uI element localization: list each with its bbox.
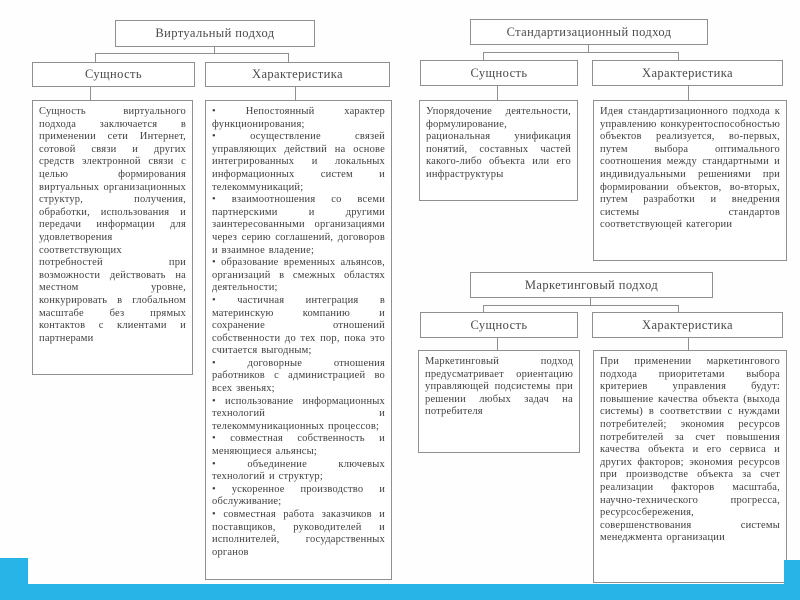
connector-line: [483, 305, 484, 312]
characteristic-bullet: • использование информационных технологий и телекоммуникационных процессов;: [212, 396, 385, 434]
marketing-essence-label-box: Сущность: [420, 312, 578, 338]
accent-bar-bottom: [0, 584, 800, 600]
connector-line: [688, 338, 689, 350]
characteristic-bullet: • взаимоотношения со всеми партнерскими и другими заинтересованными организациями через серию соглашений, договоров и взаимное владение;: [212, 194, 385, 257]
standardization-characteristic-text-box: Идея стандартизационного подхода к управлению конкурентоспособностью объектов реализуется, во-первых, путем выбора оптимального соотношения между стандартными и индивидуальными решениями при формировании объектов, во-вторых, путем разработки и внедрения системы стандартов соответствующей категории: [593, 100, 787, 261]
characteristic-bullet: • ускоренное производство и обслуживание;: [212, 484, 385, 509]
virtual-characteristic-label-box: Характеристика: [205, 62, 390, 87]
marketing-characteristic-label-box: Характеристика: [592, 312, 783, 338]
marketing-approach-title-box: Маркетинговый подход: [470, 272, 713, 298]
characteristic-bullet: • осуществление связей управляющих действий на основе интегрированных и локальных информационных систем и телекоммуникаций;: [212, 131, 385, 194]
virtual-essence-label-box: Сущность: [32, 62, 195, 87]
standardization-approach-title-box: Стандартизационный подход: [470, 19, 708, 45]
connector-line: [678, 305, 679, 312]
connector-line: [90, 87, 91, 100]
connector-line: [678, 52, 679, 60]
connector-line: [590, 298, 591, 305]
standardization-characteristic-label-box: Характеристика: [592, 60, 783, 86]
connector-line: [483, 52, 678, 53]
connector-line: [497, 338, 498, 350]
marketing-characteristic-text-box: При применении маркетингового подхода приоритетами выбора критериев управления будут: повышение качества объекта (выхода системы) в соответствии с нуждами потребителей; экономия ресурсов потребителей за счет повышения качества объекта и его сервиса и других факторов; экономия ресурсов при производстве объекта за счет реализации факторов масштаба, научно-технического прогресса, ресурсосбережения, совершенствования системы менеджмента организации: [593, 350, 787, 583]
characteristic-bullet: • образование временных альянсов, организаций в смежных областях деятельности;: [212, 257, 385, 295]
characteristic-bullet: • договорные отношения работников с администрацией во всех звеньях;: [212, 358, 385, 396]
connector-line: [483, 52, 484, 60]
marketing-essence-text-box: Маркетинговый подход предусматривает ориентацию управляющей подсистемы при решении любых задач на потребителя: [418, 350, 580, 453]
connector-line: [95, 53, 289, 54]
connector-line: [588, 45, 589, 52]
virtual-characteristic-list-box: [205, 100, 392, 580]
characteristic-bullet: • частичная интеграция в материнскую компанию и сохранение отношений собственности до тех пор, пока это считается выгодным;: [212, 295, 385, 358]
connector-line: [95, 53, 96, 62]
connector-line: [497, 86, 498, 100]
characteristic-bullet: • совместная работа заказчиков и поставщиков, руководителей и исполнителей, государственных органов: [212, 509, 385, 559]
standardization-essence-text-box: Упорядочение деятельности, формулирование, рациональная унификация понятий, составных частей какого-либо объекта или его инфраструктуры: [419, 100, 578, 201]
connector-line: [295, 87, 296, 100]
characteristic-bullet: • Непостоянный характер функционирования;: [212, 106, 385, 131]
virtual-approach-title-box: Виртуальный подход: [115, 20, 315, 47]
connector-line: [483, 305, 678, 306]
connector-line: [288, 53, 289, 62]
characteristic-bullet: • объединение ключевых технологий и структур;: [212, 459, 385, 484]
accent-block-right: [784, 560, 800, 600]
connector-line: [688, 86, 689, 100]
characteristic-bullet: • совместная собственность и меняющиеся альянсы;: [212, 433, 385, 458]
virtual-essence-text-box: Сущность виртуального подхода заключается в применении сети Интернет, сотовой связи и других средств электронной связи с целью формирования виртуальных организационных структур, получения, обработки, использования и передачи информации для удовлетворения соответствующих потребностей при возможности действовать на местном уровне, конкурировать в глобальном масштабе без прямых контактов с клиентами и партнерами: [32, 100, 193, 375]
standardization-essence-label-box: Сущность: [420, 60, 578, 86]
